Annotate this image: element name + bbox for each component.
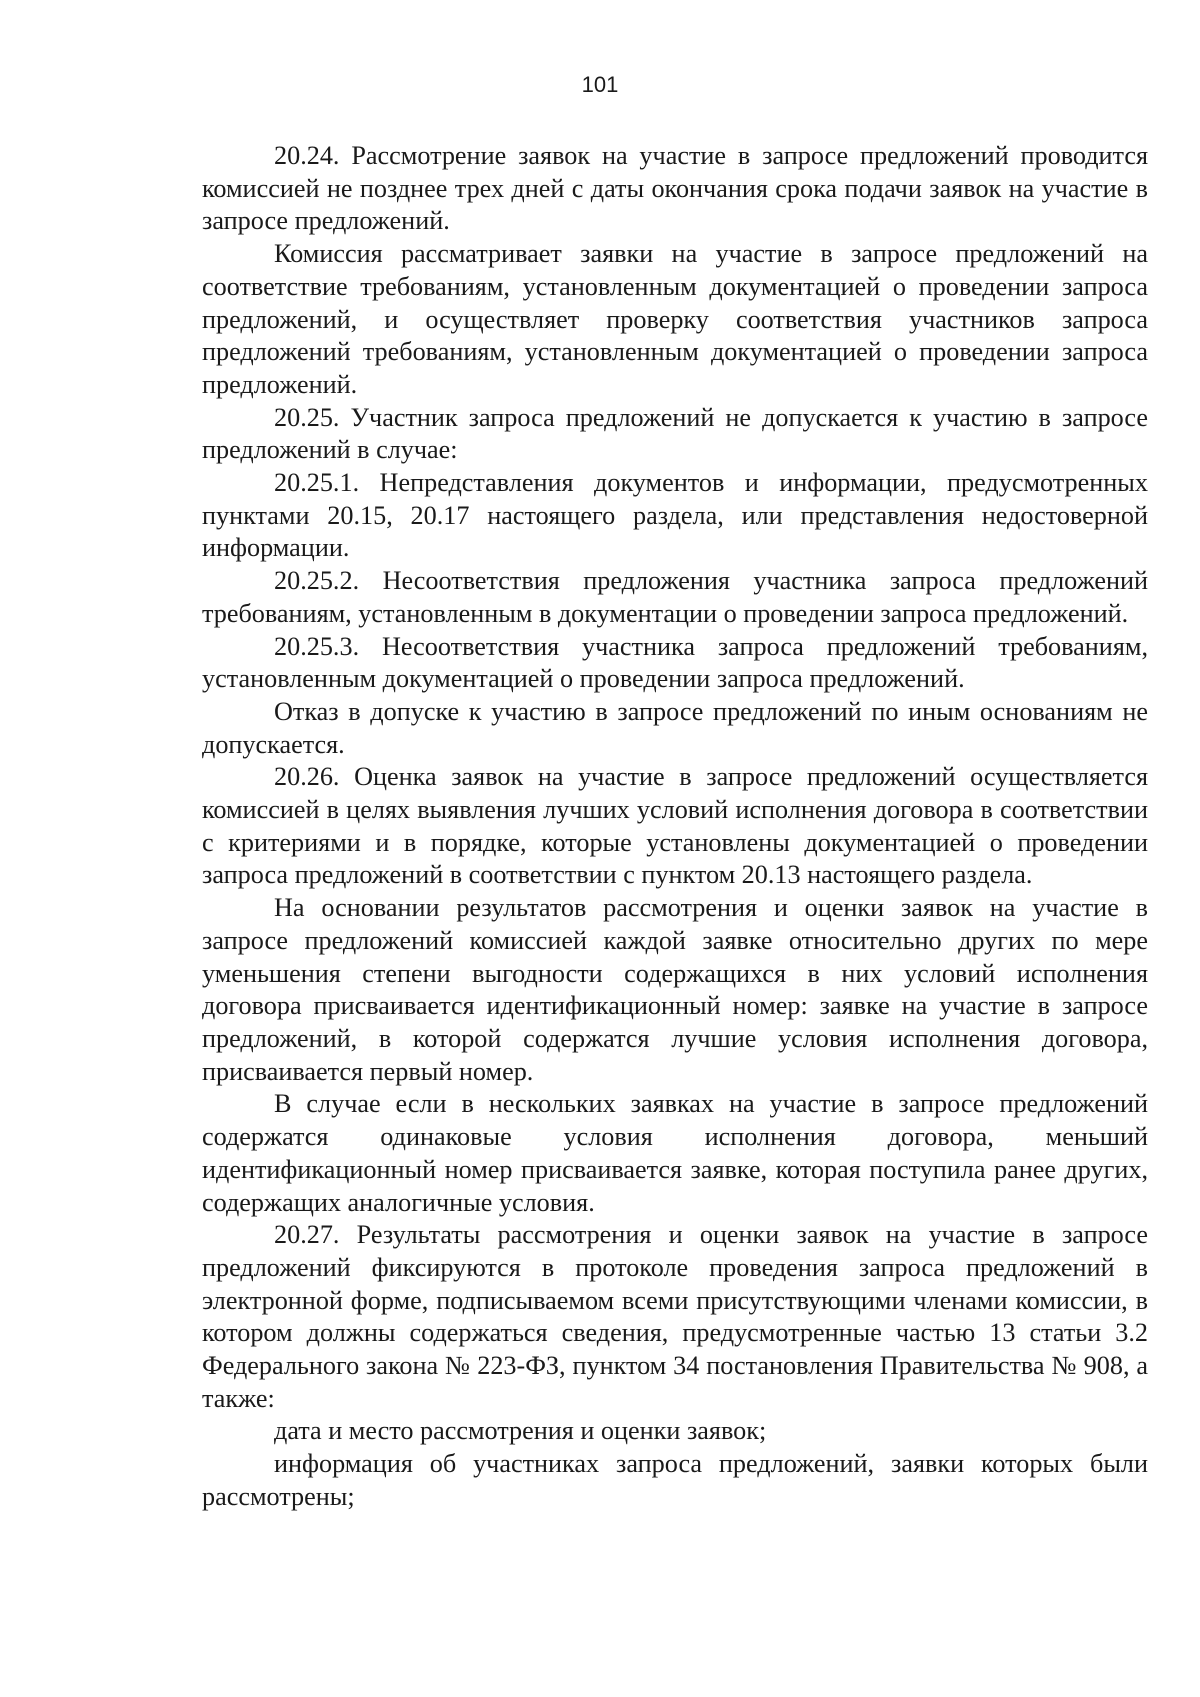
paragraph-ranking: На основании результатов рассмотрения и оценки заявок на участие в запросе предложений комиссией каждой заявке относительно других по мере уменьшения степени выгодности содержащихся в них условий исполнения договора присваивается идентификационный номер: заявке на участие в запросе предложений, в которой содержатся лучшие условия исполнения договора, присваивается первый номер. [202,893,1148,1086]
list-item-participants: информация об участниках запроса предложений, заявки которых были рассмотрены; [202,1449,1148,1511]
paragraph-20-27: 20.27. Результаты рассмотрения и оценки заявок на участие в запросе предложений фиксируются в протоколе проведения запроса предложений в электронной форме, подписываемом всеми присутствующими членами комиссии, в котором должны содержаться сведения, предусмотренные частью 13 статьи 3.2 Федерального закона № 223-ФЗ, пунктом 34 постановления Правительства № 908, а также: [202,1220,1148,1413]
paragraph-20-25-3: 20.25.3. Несоответствия участника запроса предложений требованиям, установленным документацией о проведении запроса предложений. [202,631,1148,694]
paragraph-20-25-2: 20.25.2. Несоответствия предложения участника запроса предложений требованиям, установленным в документации о проведении запроса предложений. [202,566,1148,628]
paragraph-20-25: 20.25. Участник запроса предложений не допускается к участию в запросе предложений в случае: [202,402,1148,465]
paragraph-commission-review: Комиссия рассматривает заявки на участие в запросе предложений на соответствие требованиям, установленным документацией о проведении запроса предложений, и осуществляет проверку соответствия участников запроса предложений требованиям, установленным документацией о проведении запроса предложений. [202,239,1148,399]
paragraph-20-24: 20.24. Рассмотрение заявок на участие в запросе предложений проводится комиссией не позднее трех дней с даты окончания срока подачи заявок на участие в запросе предложений. [202,141,1148,236]
paragraph-20-26: 20.26. Оценка заявок на участие в запросе предложений осуществляется комиссией в целях выявления лучших условий исполнения договора в соответствии с критериями и в порядке, которые установлены документацией о проведении запроса предложений в соответствии с пунктом 20.13 настоящего раздела. [202,762,1148,890]
paragraph-refusal: Отказ в допуске к участию в запросе предложений по иным основаниям не допускается. [202,696,1148,759]
page-number: 101 [581,72,619,97]
paragraph-20-25-1: 20.25.1. Непредставления документов и информации, предусмотренных пунктами 20.15, 20.17 настоящего раздела, или представления недостоверной информации. [202,468,1148,563]
list-item-date-place: дата и место рассмотрения и оценки заявок; [274,1416,767,1446]
document-body [202,140,1148,1514]
paragraph-equal-conditions: В случае если в нескольких заявках на участие в запросе предложений содержатся одинаковые условия исполнения договора, меньший идентификационный номер присваивается заявке, которая поступила ранее других, содержащих аналогичные условия. [202,1089,1148,1217]
